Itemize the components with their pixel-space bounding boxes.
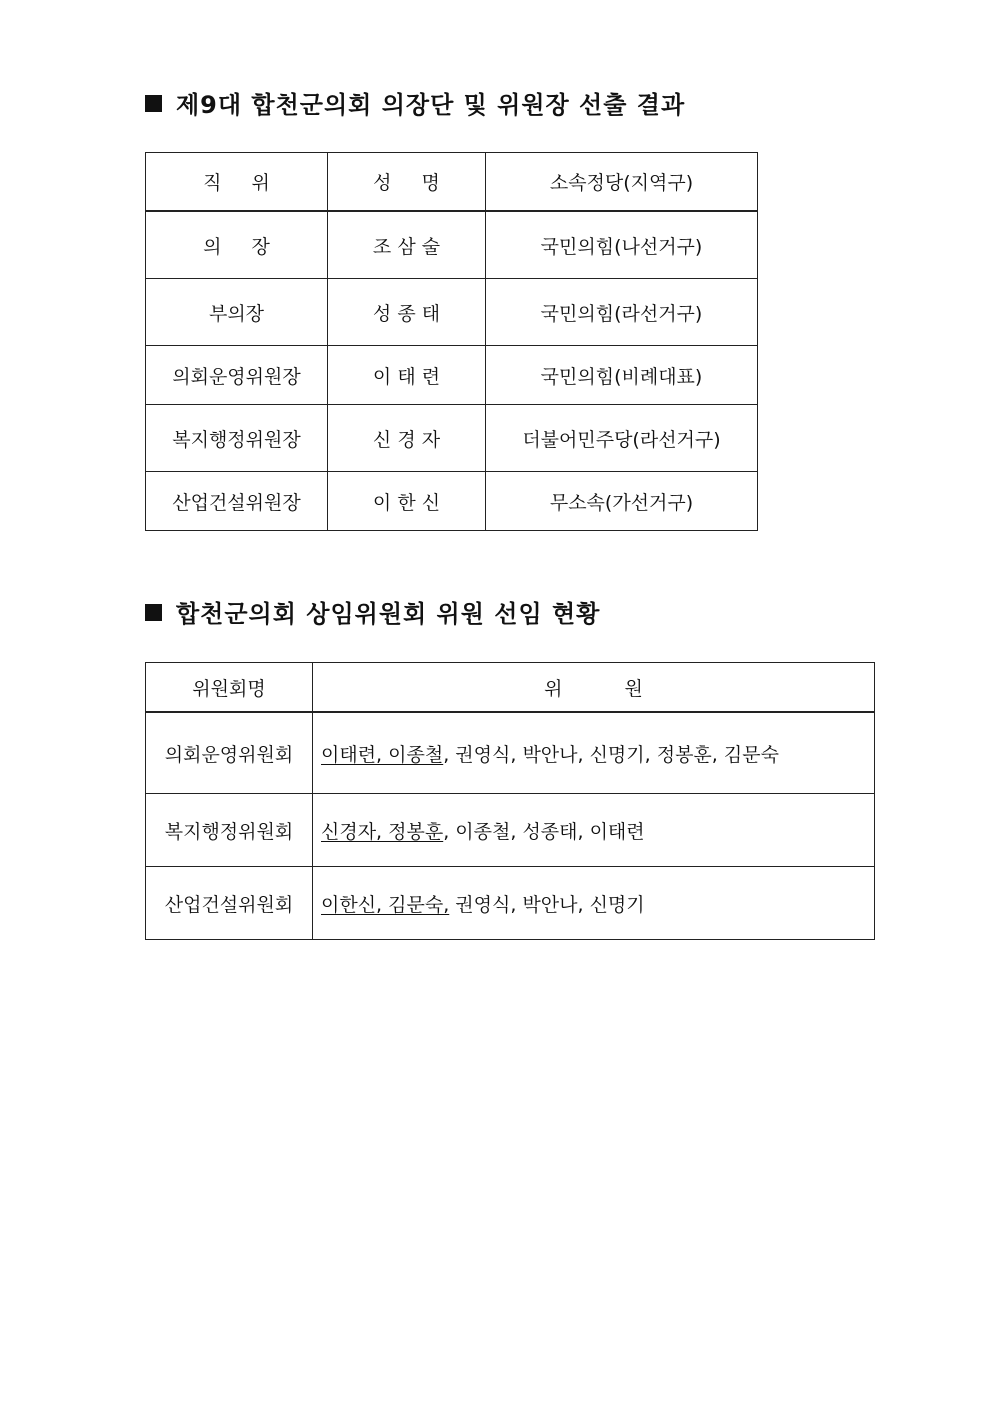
members-rest: , 권영식, 박안나, 신명기, 정봉훈, 김문숙 xyxy=(443,743,779,766)
square-bullet-icon xyxy=(145,95,162,112)
members-underlined: 이한신, 김문숙, xyxy=(321,893,450,916)
members-underlined: 신경자, 정봉훈 xyxy=(321,820,444,843)
square-bullet-icon xyxy=(145,604,162,621)
committee-table xyxy=(145,662,875,940)
cell-name: 이 태 련 xyxy=(328,346,486,405)
members-underlined: 이태련, 이종철 xyxy=(321,743,444,766)
cell-committee: 복지행정위원회 xyxy=(146,794,313,867)
header-party: 소속정당(지역구) xyxy=(486,153,758,212)
table-row xyxy=(146,712,875,794)
cell-members xyxy=(313,867,875,940)
table-row xyxy=(146,794,875,867)
cell-committee: 의회운영위원회 xyxy=(146,712,313,794)
table-row xyxy=(146,472,758,531)
cell-party: 국민의힘(나선거구) xyxy=(486,211,758,279)
cell-members xyxy=(313,794,875,867)
header-committee: 위원회명 xyxy=(146,663,313,713)
cell-name: 이 한 신 xyxy=(328,472,486,531)
table-row xyxy=(146,867,875,940)
cell-name: 신 경 자 xyxy=(328,405,486,472)
cell-name: 조 삼 술 xyxy=(328,211,486,279)
members-rest: , 이종철, 성종태, 이태련 xyxy=(443,820,645,843)
cell-party: 무소속(가선거구) xyxy=(486,472,758,531)
table-row xyxy=(146,346,758,405)
cell-position: 부의장 xyxy=(146,279,328,346)
header-name: 성 명 xyxy=(328,153,486,212)
cell-party: 국민의힘(라선거구) xyxy=(486,279,758,346)
cell-members xyxy=(313,712,875,794)
section-title-officers xyxy=(145,90,685,120)
cell-position: 의회운영위원장 xyxy=(146,346,328,405)
section-title-committees xyxy=(145,599,600,629)
header-members: 위 원 xyxy=(313,663,875,713)
table-header-row xyxy=(146,153,758,212)
cell-position: 산업건설위원장 xyxy=(146,472,328,531)
cell-party: 더불어민주당(라선거구) xyxy=(486,405,758,472)
table-row xyxy=(146,279,758,346)
table-row xyxy=(146,405,758,472)
cell-party: 국민의힘(비례대표) xyxy=(486,346,758,405)
cell-position: 의 장 xyxy=(146,211,328,279)
table-row xyxy=(146,211,758,279)
header-position: 직 위 xyxy=(146,153,328,212)
cell-committee: 산업건설위원회 xyxy=(146,867,313,940)
members-rest: 권영식, 박안나, 신명기 xyxy=(449,893,645,916)
cell-position: 복지행정위원장 xyxy=(146,405,328,472)
table-header-row xyxy=(146,663,875,713)
cell-name: 성 종 태 xyxy=(328,279,486,346)
officers-table xyxy=(145,152,758,531)
section-title-officers-text: 제9대 합천군의회 의장단 및 위원장 선출 결과 xyxy=(176,91,686,119)
section-title-committees-text: 합천군의회 상임위원회 위원 선임 현황 xyxy=(176,600,601,628)
